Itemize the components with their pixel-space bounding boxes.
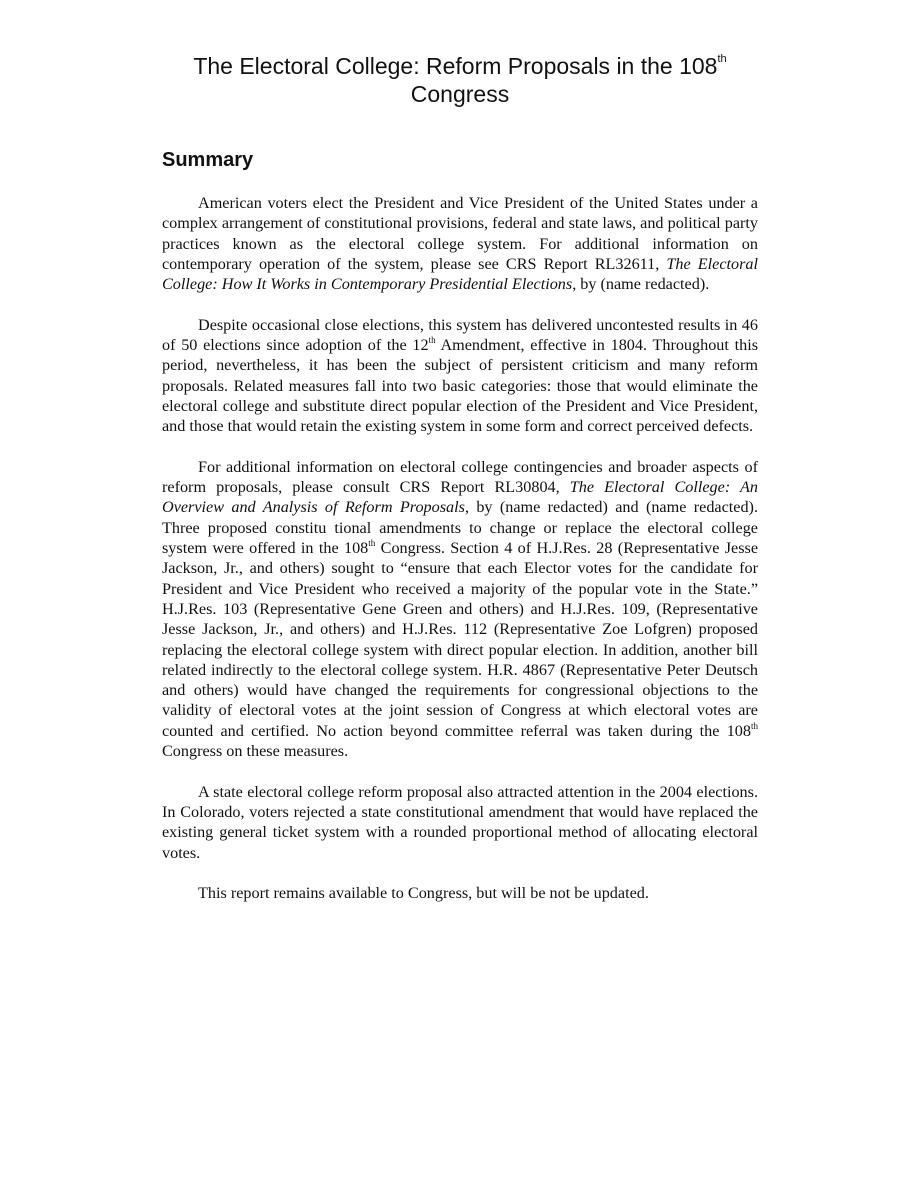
- paragraph-3-text-c: Congress. Section 4 of H.J.Res. 28 (Representative Jesse Jackson, Jr., and others) sought to “ensure that each Elector votes for the candidate for President and Vice President who received a majority of the popular vote in the State.” H.J.Res. 103 (Representative Gene Green and others) and H.J.Res. 109, (Representative Jesse Jackson, Jr., and others) and H.J.Res. 112 (Representative Zoe Lofgren) proposed replacing the electoral college system with direct popular election. In addition, another bill related indirectly to the electoral college system. H.R. 4867 (Representative Peter Deutsch and others) would have changed the requirements for congressional objections to the validity of electoral votes at the joint session of Congress at which electoral votes are counted and certified. No action beyond committee referral was taken during the 108: [162, 539, 758, 740]
- paragraph-2-text-a: Despite occasional close elections, this system has delivered uncontested results in 46 of 50 elections since adoption of the 12: [162, 315, 758, 355]
- paragraph-2: [162, 315, 758, 437]
- paragraph-2-superscript: th: [428, 335, 436, 346]
- paragraph-3-italic-title: The Electoral College: An Overview and Analysis of Reform Proposals: [162, 478, 758, 517]
- paragraph-1-italic-title: The Electoral College: How It Works in Contemporary Presidential Elections: [162, 254, 758, 294]
- paragraph-3-superscript-1: th: [368, 538, 376, 549]
- paragraph-3-text-d: Congress on these measures.: [162, 742, 349, 761]
- paragraph-2-text-b: Amendment, effective in 1804. Throughout this period, nevertheless, it has been the subject of persistent criticism and many reform proposals. Related measures fall into two basic categories: those that would eliminate the electoral college and substitute direct popular election of the President and Vice President, and those that would retain the existing system in some form and correct perceived defects.: [162, 336, 759, 436]
- paragraph-5: This report remains available to Congress, but will be not be updated.: [198, 884, 649, 903]
- paragraph-1-text-b: , by (name redacted).: [572, 275, 710, 294]
- paragraph-3-text-b: , by (name redacted) and (name redacted). Three proposed constitu tional amendments to change or replace the electoral college system were offered in the 108: [162, 498, 758, 558]
- paragraph-1: [162, 193, 758, 294]
- title-line-1: The Electoral College: Reform Proposals in the 108: [193, 53, 718, 79]
- paragraph-4: A state electoral college reform proposal also attracted attention in the 2004 elections. In Colorado, voters rejected a state constitutional amendment that would have replaced the existing general ticket system with a rounded proportional method of allocating electoral votes.: [162, 782, 758, 862]
- paragraph-3: [162, 457, 758, 761]
- summary-body: [162, 193, 758, 924]
- section-heading-summary: Summary: [162, 149, 254, 171]
- title-line-2: Congress: [410, 81, 510, 107]
- paragraph-1-text-a: American voters elect the President and Vice President of the United States under a complex arrangement of constitutional provisions, federal and state laws, and political party practices known as the electoral college system. For additional information on contemporary operation of the system, please see CRS Report RL32611,: [162, 194, 758, 273]
- paragraph-3-superscript-2: th: [750, 720, 758, 731]
- title-superscript: th: [717, 53, 727, 65]
- paragraph-3-text-a: For additional information on electoral college contingencies and broader aspects of reform proposals, please consult CRS Report RL30804,: [162, 457, 758, 497]
- page-title: [100, 52, 820, 108]
